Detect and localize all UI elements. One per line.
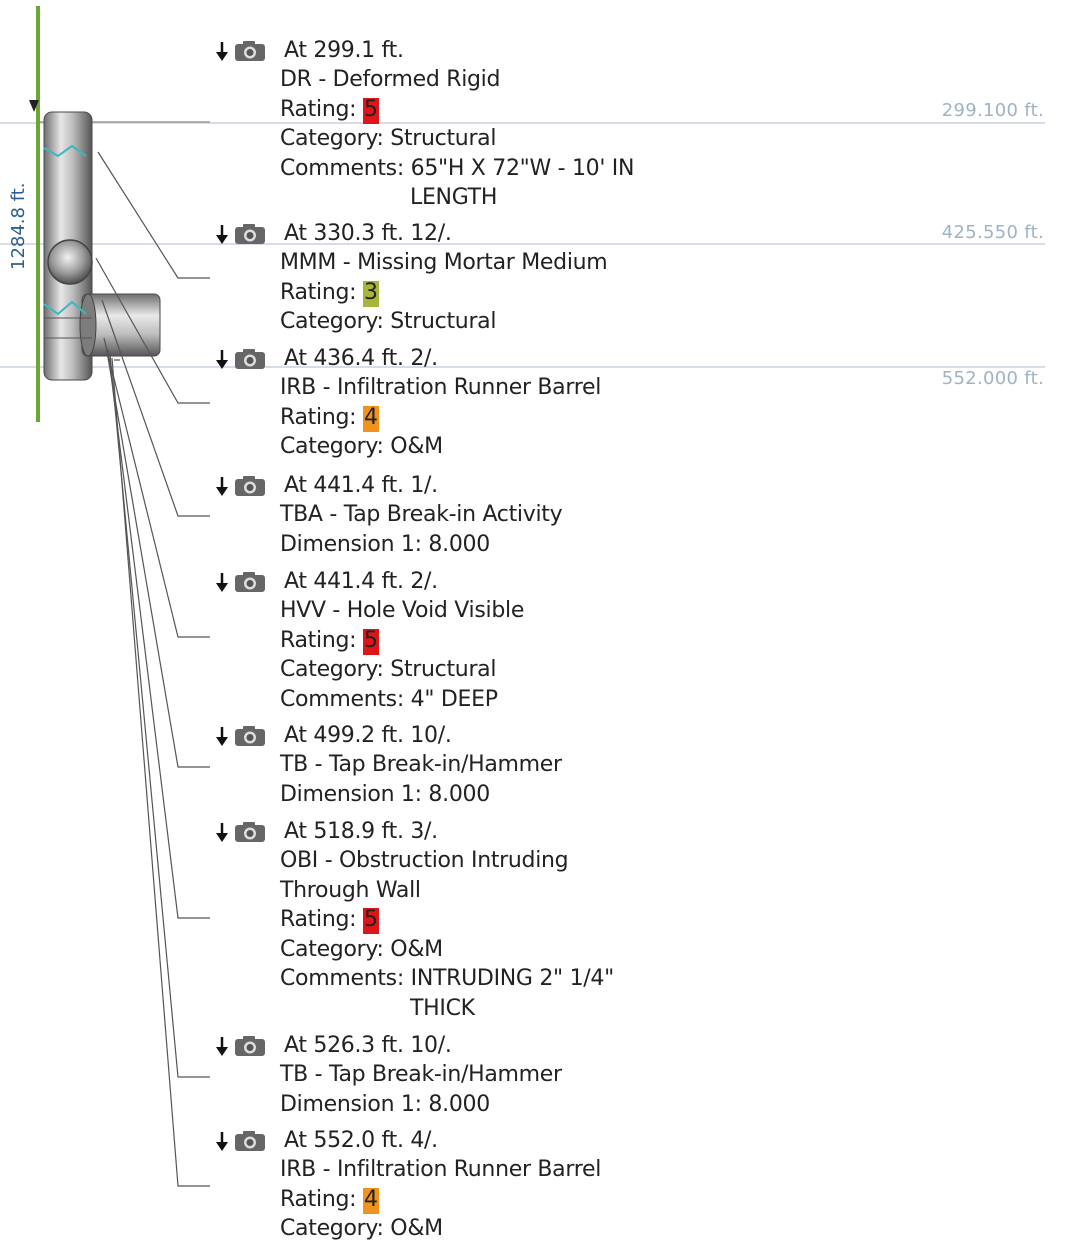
- observation-category: Category: O&M: [280, 936, 443, 962]
- jump-to-arrow-icon[interactable]: [214, 40, 230, 62]
- pipe-joint: [48, 240, 92, 284]
- jump-to-arrow-icon[interactable]: [214, 1130, 230, 1152]
- observation-code: OBI - Obstruction Intruding: [280, 848, 569, 873]
- jump-to-arrow-icon[interactable]: [214, 725, 230, 747]
- observation-code-cont: Through Wall: [280, 877, 421, 903]
- observation-position: At 330.3 ft. 12/.: [284, 220, 452, 246]
- rating-badge: 5: [363, 96, 378, 122]
- pipe-length-label: 1284.8 ft.: [8, 182, 29, 270]
- observation-comments-cont: THICK: [410, 995, 475, 1021]
- observation-item: [214, 567, 674, 714]
- rating-badge: 5: [363, 907, 378, 932]
- observation-rating: Rating: 5: [280, 627, 378, 653]
- observation-position: At 552.0 ft. 4/.: [284, 1127, 438, 1153]
- camera-icon[interactable]: [234, 40, 266, 62]
- pipe-length-bar: [36, 6, 40, 422]
- observation-code: HVV - Hole Void Visible: [280, 598, 525, 623]
- rating-badge: 4: [363, 404, 378, 430]
- camera-icon[interactable]: [234, 725, 266, 747]
- rating-badge: 4: [363, 1186, 378, 1212]
- jump-to-arrow-icon[interactable]: [214, 571, 230, 593]
- camera-icon[interactable]: [234, 1130, 266, 1152]
- observation-category: Category: Structural: [280, 126, 497, 151]
- camera-icon[interactable]: [234, 348, 266, 370]
- observation-position: At 441.4 ft. 1/.: [284, 472, 438, 498]
- observation-comments: Comments: 4" DEEP: [280, 686, 498, 712]
- position-label-299: 299.100 ft.: [941, 100, 1044, 121]
- observation-item: [214, 344, 674, 462]
- observation-position: At 299.1 ft.: [284, 37, 404, 63]
- observation-rating: Rating: 5: [280, 96, 378, 122]
- observation-item: [214, 721, 674, 809]
- observation-item: [214, 1031, 674, 1119]
- observation-rating: Rating: 5: [280, 907, 378, 932]
- observation-dimension: Dimension 1: 8.000: [280, 531, 490, 557]
- observation-item: [214, 36, 674, 213]
- observation-category: Category: Structural: [280, 657, 497, 682]
- observation-code: IRB - Infiltration Runner Barrel: [280, 1157, 602, 1182]
- camera-icon[interactable]: [234, 821, 266, 843]
- observation-code: IRB - Infiltration Runner Barrel: [280, 375, 602, 400]
- observation-item: [214, 817, 674, 1023]
- rating-badge: 5: [363, 627, 378, 653]
- position-label-552: 552.000 ft.: [941, 368, 1044, 389]
- camera-icon[interactable]: [234, 475, 266, 497]
- observation-category: Category: O&M: [280, 434, 443, 459]
- observation-position: At 436.4 ft. 2/.: [284, 345, 438, 371]
- lateral-pipe-end: [80, 294, 96, 356]
- camera-icon[interactable]: [234, 1035, 266, 1057]
- observation-code: MMM - Missing Mortar Medium: [280, 250, 608, 275]
- observation-position: At 526.3 ft. 10/.: [284, 1032, 452, 1058]
- observation-position: At 518.9 ft. 3/.: [284, 818, 438, 844]
- observation-dimension: Dimension 1: 8.000: [280, 781, 490, 807]
- observation-comments: Comments: 65"H X 72"W - 10' IN: [280, 155, 635, 181]
- camera-icon[interactable]: [234, 571, 266, 593]
- observation-item: [214, 1126, 674, 1244]
- observation-code: TB - Tap Break-in/Hammer: [280, 752, 562, 777]
- observation-code: TBA - Tap Break-in Activity: [280, 502, 563, 527]
- observation-dimension: Dimension 1: 8.000: [280, 1091, 490, 1117]
- jump-to-arrow-icon[interactable]: [214, 348, 230, 370]
- observation-comments: Comments: INTRUDING 2" 1/4": [280, 966, 614, 991]
- camera-icon[interactable]: [234, 223, 266, 245]
- jump-to-arrow-icon[interactable]: [214, 1035, 230, 1057]
- observation-item: [214, 471, 674, 559]
- observation-rating: Rating: 4: [280, 404, 378, 430]
- observation-code: TB - Tap Break-in/Hammer: [280, 1062, 562, 1087]
- observation-code: DR - Deformed Rigid: [280, 67, 501, 92]
- observation-comments-cont: LENGTH: [410, 185, 498, 210]
- observation-position: At 499.2 ft. 10/.: [284, 722, 452, 748]
- jump-to-arrow-icon[interactable]: [214, 475, 230, 497]
- position-label-425: 425.550 ft.: [941, 222, 1044, 243]
- jump-to-arrow-icon[interactable]: [214, 223, 230, 245]
- observation-category: Category: O&M: [280, 1216, 443, 1241]
- observation-rating: Rating: 4: [280, 1186, 378, 1212]
- observation-rating: Rating: 3: [280, 279, 378, 305]
- observation-item: [214, 219, 674, 337]
- jump-to-arrow-icon[interactable]: [214, 821, 230, 843]
- observation-position: At 441.4 ft. 2/.: [284, 568, 438, 594]
- observation-category: Category: Structural: [280, 309, 497, 334]
- rating-badge: 3: [363, 279, 378, 305]
